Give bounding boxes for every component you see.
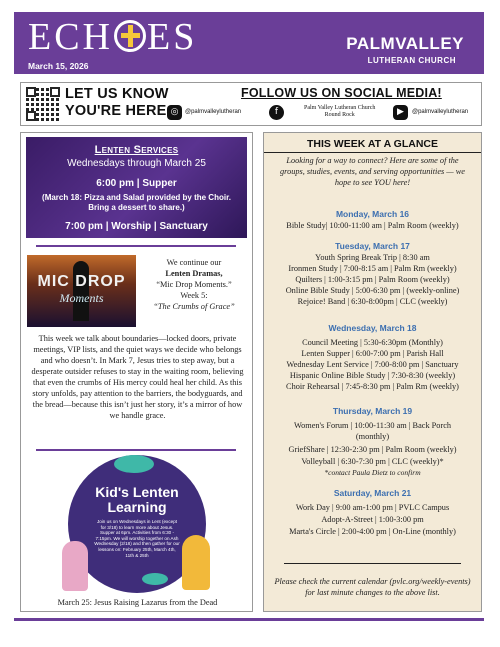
- glance-panel: [263, 132, 482, 612]
- event-item: (monthly): [355, 432, 390, 441]
- newsletter-title: [28, 16, 197, 58]
- kids-caption: March 25: Jesus Raising Lazarus from the Dead: [57, 598, 218, 607]
- drama-line5: “The Crumbs of Grace”: [153, 302, 235, 311]
- event-note: *contact Paula Dietz to confirm: [324, 468, 421, 477]
- let-us-know-line1: LET US KNOW: [65, 86, 169, 102]
- divider: [36, 449, 236, 451]
- coral-icon: [62, 541, 88, 591]
- facebook-icon[interactable]: f: [269, 105, 284, 120]
- kids-title-line2: Learning: [107, 499, 167, 515]
- lenten-title: Lenten Services: [94, 144, 179, 156]
- left-column: [20, 132, 253, 612]
- event-item: Marta's Circle | 2:00-4:00 pm | On-Line (monthly): [289, 527, 456, 536]
- kids-title: [58, 485, 216, 515]
- org-name: PALMVALLEY: [346, 34, 464, 53]
- youtube-handle[interactable]: @palmvalleylutheran: [412, 109, 469, 115]
- event-item: Bible Study| 10:00-11:00 am | Palm Room (weekly): [286, 221, 459, 230]
- event-item: Hispanic Online Bible Study | 7:30-8:30 (weekly): [289, 371, 456, 380]
- event-item: Council Meeting | 5:30-6:30pm (Monthly): [302, 338, 443, 347]
- issue-date: March 15, 2026: [28, 61, 89, 71]
- mic-drop-image-title: MIC DROP: [37, 273, 126, 290]
- let-us-know-line2: YOU'RE HERE: [65, 103, 167, 119]
- day-heading: Thursday, March 19: [332, 406, 413, 416]
- drama-line4: Week 5:: [180, 291, 208, 300]
- divider: [36, 245, 236, 247]
- follow-heading: FOLLOW US ON SOCIAL MEDIA!: [241, 86, 442, 100]
- glance-title: THIS WEEK AT A GLANCE: [306, 138, 439, 150]
- youtube-icon[interactable]: ▶: [393, 105, 408, 120]
- lenten-note: (March 18: Pizza and Salad provided by the Choir. Bring a dessert to share.): [42, 193, 231, 212]
- event-item: Work Day | 9:00 am-1:00 pm | PVLC Campus: [295, 503, 450, 512]
- divider: [264, 152, 481, 153]
- day-heading: Monday, March 16: [335, 209, 410, 219]
- instagram-handle[interactable]: @palmvalleylutheran: [185, 109, 242, 115]
- facebook-line2: Round Rock: [324, 112, 355, 118]
- fish-icon: [142, 573, 168, 585]
- lenten-worship: 7:00 pm | Worship | Sanctuary: [65, 221, 208, 232]
- divider: [284, 563, 461, 564]
- qr-code-icon[interactable]: [26, 87, 60, 121]
- event-item: Women's Forum | 10:00-11:30 am | Back Porch: [293, 421, 452, 430]
- coral-icon: [182, 535, 210, 590]
- instagram-icon[interactable]: ◎: [167, 105, 182, 120]
- drama-text: [140, 257, 248, 312]
- kids-title-line1: Kid's Lenten: [95, 484, 179, 500]
- event-item: Quilters | 1:00-3:15 pm | Palm Room (weekly): [295, 275, 450, 284]
- social-strip: [20, 82, 482, 126]
- event-item: Volleyball | 6:30-7:30 pm | CLC (weekly)*: [301, 457, 444, 466]
- facebook-line1: Palm Valley Lutheran Church: [304, 105, 376, 111]
- day-heading: Saturday, March 21: [333, 488, 412, 498]
- cross-icon: [114, 20, 146, 52]
- mic-drop-image: [27, 255, 136, 327]
- day-heading: Wednesday, March 18: [328, 323, 417, 333]
- event-item: Youth Spring Break Trip | 8:30 am: [315, 253, 430, 262]
- fish-icon: [114, 455, 154, 473]
- day-heading: Tuesday, March 17: [335, 241, 410, 251]
- mic-drop-image-subtitle: Moments: [59, 291, 104, 305]
- calendar-note: Please check the current calendar (pvlc.org/weekly-events) for last minute changes to the above list.: [274, 577, 471, 597]
- event-item: Online Bible Study | 5:00-6:30 pm | (weekly-online): [285, 286, 460, 295]
- kids-body: Join us on Wednesdays in Lent (except for 3/18) to learn more about Jesus. Supper at 6pm. Activities from 6:30 - 7:15pm. We will worship together on Ash Wednesday (2/18) and then gather for our lessons on: February 25th, March 4th, 11th & 25th: [94, 519, 180, 558]
- drama-line1: We continue our: [166, 258, 222, 267]
- title-left: ECH: [28, 16, 113, 58]
- kids-lenten-poster: [58, 455, 216, 595]
- drama-body: This week we talk about boundaries—locked doors, private meetings, VIP lists, and the quiet ways we decide who belongs and who doesn’t. In Mark 7, Jesus tries to step away, but a desperate outsider refuses to stay in the waiting room, believing that even the crumbs of His mercy could heal her child. As this story unfolds, pay attention to the barriers, the bodyguards, and the bread—because this isn’t just her story, it’s a mirror of how we handle grace.: [31, 334, 244, 420]
- drama-line3: “Mic Drop Moments.”: [156, 280, 232, 289]
- let-us-know-heading: [65, 86, 169, 120]
- event-item: GriefShare | 12:30-2:30 pm | Palm Room (weekly): [288, 445, 457, 454]
- facebook-name[interactable]: [304, 105, 375, 119]
- title-right: ES: [147, 16, 198, 58]
- lenten-when: Wednesdays through March 25: [67, 158, 206, 169]
- lenten-supper: 6:00 pm | Supper: [96, 178, 177, 189]
- event-item: Ironmen Study | 7:00-8:15 am | Palm Rm (weekly): [288, 264, 457, 273]
- glance-intro: Looking for a way to connect? Here are some of the groups, studies, events, and serving opportunities — we hope to see YOU here!: [280, 156, 465, 187]
- event-item: Choir Rehearsal | 7:45-8:30 pm | Palm Rm (weekly): [286, 382, 459, 391]
- event-item: Adopt-A-Street | 1:00-3:00 pm: [321, 515, 424, 524]
- lenten-services-banner: [26, 137, 247, 238]
- event-item: Lenten Supper | 6:00-7:00 pm | Parish Hall: [301, 349, 444, 358]
- event-item: Rejoice! Band | 6:30-8:00pm | CLC (weekly): [297, 297, 448, 306]
- drama-line2: Lenten Dramas,: [165, 269, 223, 278]
- bottom-rule: [14, 618, 484, 621]
- header-banner: [14, 12, 484, 74]
- org-subtitle: LUTHERAN CHURCH: [367, 56, 456, 65]
- event-item: Wednesday Lent Service | 7:00-8:00 pm | Sanctuary: [286, 360, 459, 369]
